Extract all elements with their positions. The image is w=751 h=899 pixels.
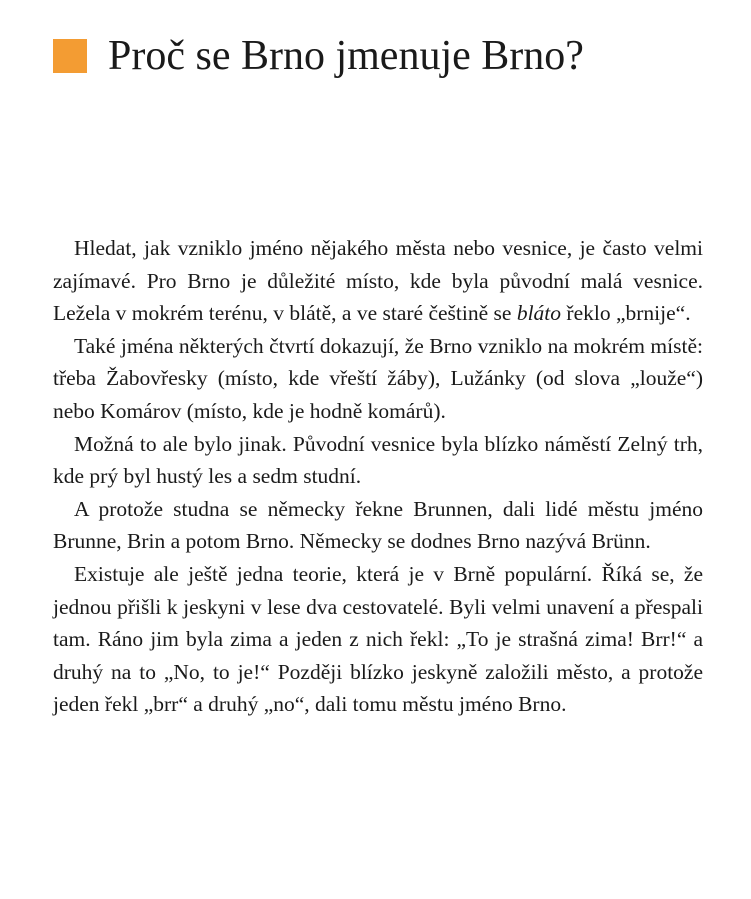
paragraph-text: Také jména některých čtvrtí dokazují, že Brno vzniklo na mokrém místě: třeba Žabovřesky (místo, kde vřeští žáby), Lužánky (od slova „louže“) nebo Komárov (místo, kde je hodně komárů). — [53, 333, 703, 423]
orange-square-marker — [53, 39, 87, 73]
heading — [53, 30, 584, 82]
paragraph-text: Hledat, jak vzniklo jméno nějakého města nebo vesnice, je často velmi zajímavé. Pro Brno je důležité místo, kde byla původní malá vesnice. Ležela v mokrém terénu, v blátě, a ve staré češtině se — [53, 236, 703, 326]
paragraph-text: A protože studna se německy řekne Brunnen, dali lidé městu jméno Brunne, Brin a potom Brno. Německy se dodnes Brno nazývá Brünn. — [53, 496, 703, 554]
paragraph-4 — [53, 493, 703, 558]
paragraph-text: Možná to ale bylo jinak. Původní vesnice byla blízko náměstí Zelný trh, kde prý byl hustý les a sedm studní. — [53, 431, 703, 489]
paragraph-text: Existuje ale ještě jedna teorie, která je v Brně populární. Říká se, že jednou přišli k jeskyni v lese dva cestovatelé. Byli velmi unavení a přespali tam. Ráno jim byla zima a jeden z nich řekl: „To je strašná zima! Brr!“ a druhý na to „No, to je!“ Později blízko jeskyně založili město, a protože jeden řekl „brr“ a druhý „no“, dali tomu městu jméno Brno. — [53, 561, 703, 717]
paragraph-text: řeklo „brnije“. — [561, 301, 691, 326]
paragraph-5 — [53, 558, 703, 721]
page-title: Proč se Brno jmenuje Brno? — [108, 33, 584, 79]
article-body — [53, 232, 703, 721]
paragraph-2 — [53, 330, 703, 428]
emphasized-word: bláto — [516, 301, 562, 326]
paragraph-3 — [53, 428, 703, 493]
paragraph-1 — [53, 232, 703, 330]
